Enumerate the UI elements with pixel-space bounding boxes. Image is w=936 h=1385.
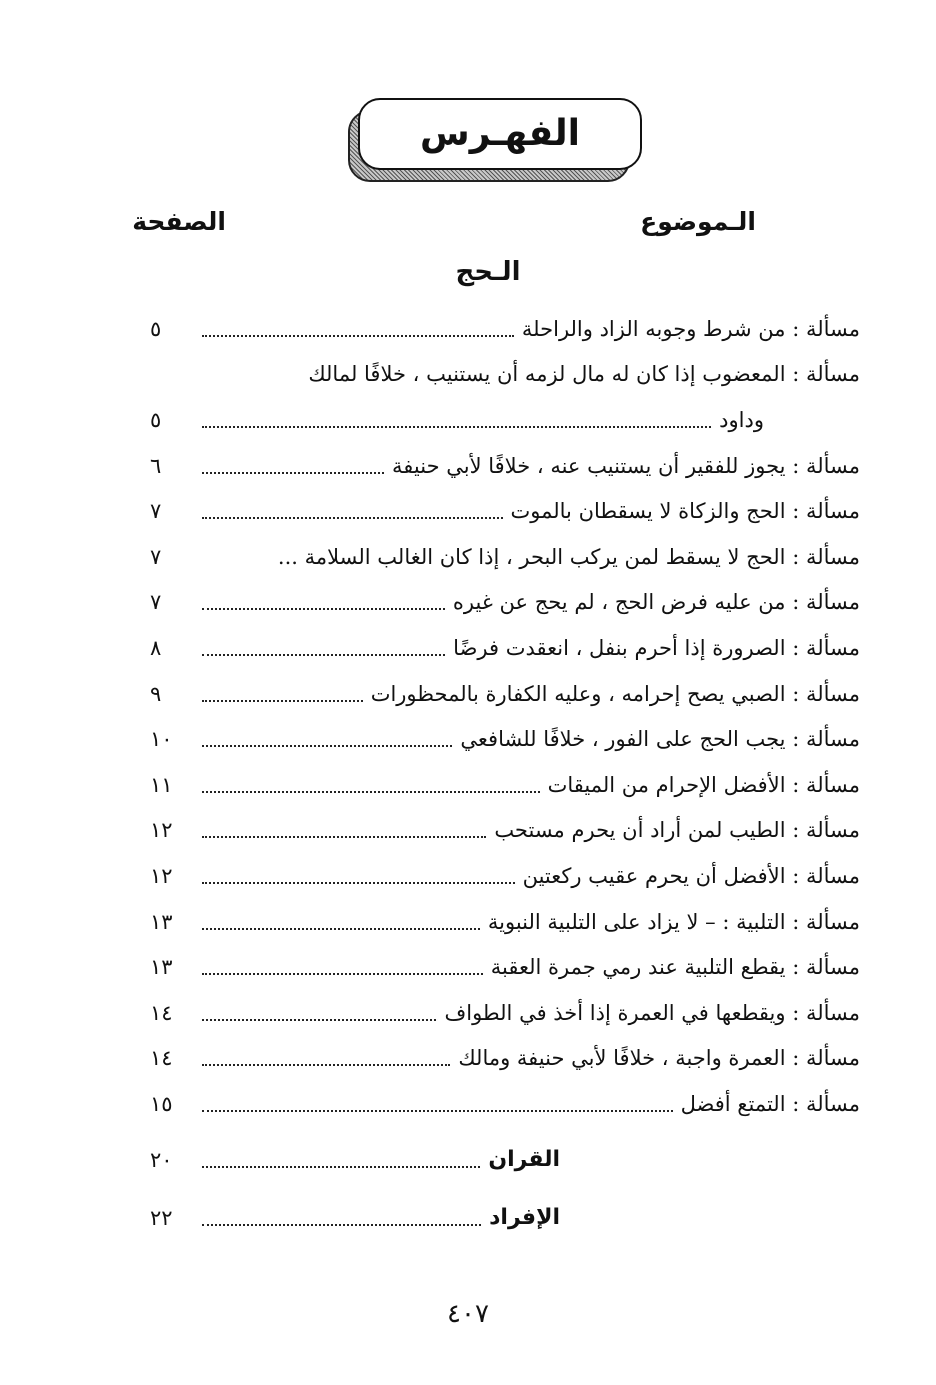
leader-dots: [202, 1019, 436, 1021]
leader-dots: [202, 973, 483, 975]
toc-entry-page: ١٤: [150, 1000, 173, 1025]
toc-entry[interactable]: [150, 990, 860, 1036]
leader-dots: [202, 882, 515, 884]
toc-entry-page: ٧: [150, 499, 162, 524]
toc-entry-label: وداود: [719, 407, 764, 432]
leader-dots: [202, 745, 452, 747]
toc-entry-label: مسألة : ويقطعها في العمرة إذا أخذ في الطواف: [444, 1000, 860, 1025]
toc-entry-label: مسألة : المعضوب إذا كان له مال لزمه أن يستنيب ، خلافًا لمالك: [308, 362, 860, 387]
page-column-header: الصفحة: [132, 207, 226, 236]
leader-dots: [202, 426, 711, 428]
leader-dots: [202, 1224, 481, 1226]
table-of-contents: [150, 306, 860, 1247]
toc-entry-page: ١٣: [150, 955, 173, 980]
leader-dots: [202, 517, 503, 519]
leader-dots: [202, 472, 384, 474]
toc-entry-label: مسألة : التمتع أفضل: [680, 1091, 860, 1116]
toc-subsection-page: ٢٠: [150, 1147, 173, 1172]
toc-subsection-label: الإفراد: [489, 1205, 560, 1231]
toc-subsection-label: القران: [488, 1147, 560, 1173]
toc-entry-page: ٥: [150, 407, 162, 432]
toc-entry-label: مسألة : الحج والزكاة لا يسقطان بالموت: [510, 499, 860, 524]
toc-entry-page: ٩: [150, 681, 162, 706]
toc-entry-continuation[interactable]: [150, 397, 860, 443]
leader-dots: [202, 654, 445, 656]
toc-entry-page: ٧: [150, 544, 162, 569]
toc-entry-label: مسألة : يقطع التلبية عند رمي جمرة العقبة: [490, 955, 860, 980]
page-number: ٤٠٧: [447, 1299, 489, 1329]
toc-entry[interactable]: [150, 899, 860, 945]
toc-entry[interactable]: [150, 671, 860, 717]
index-title-frame: [348, 98, 642, 184]
title-box: [358, 98, 642, 170]
toc-entry-page: ١١: [150, 772, 173, 797]
toc-entry[interactable]: [150, 716, 860, 762]
toc-entry[interactable]: [150, 306, 860, 352]
leader-dots: [202, 1110, 673, 1112]
section-heading: الـحج: [455, 257, 521, 287]
toc-entry-label: مسألة : من عليه فرض الحج ، لم يحج عن غيره: [452, 590, 860, 615]
toc-subsection[interactable]: [150, 1189, 860, 1247]
page-title: الفهـرس: [420, 113, 580, 154]
leader-dots: [202, 1166, 480, 1168]
toc-entry-label: مسألة : من شرط وجوبه الزاد والراحلة: [521, 316, 860, 341]
toc-entry-page: ١٠: [150, 727, 173, 752]
leader-dots: [202, 836, 486, 838]
toc-entry[interactable]: [150, 534, 860, 580]
toc-entry-page: ١٥: [150, 1091, 173, 1116]
toc-entry[interactable]: [150, 1081, 860, 1127]
toc-entry[interactable]: [150, 443, 860, 489]
toc-entry[interactable]: [150, 762, 860, 808]
toc-subsection[interactable]: [150, 1131, 860, 1189]
toc-entry-label: مسألة : الأفضل الإحرام من الميقات: [547, 772, 860, 797]
leader-dots: [202, 1064, 450, 1066]
toc-entry[interactable]: [150, 488, 860, 534]
toc-entry-label: مسألة : يجب الحج على الفور ، خلافًا للشافعي: [460, 727, 860, 752]
toc-entry-label: مسألة : الأفضل أن يحرم عقيب ركعتين: [522, 863, 860, 888]
toc-entry[interactable]: [150, 853, 860, 899]
toc-entry[interactable]: [150, 625, 860, 671]
toc-entry-label: مسألة : الطيب لمن أراد أن يحرم مستحب: [494, 818, 860, 843]
toc-subsection-page: ٢٢: [150, 1205, 173, 1230]
topic-column-header: الـموضوع: [640, 207, 756, 236]
toc-entry-label: مسألة : الحج لا يسقط لمن يركب البحر ، إذا كان الغالب السلامة ...: [277, 544, 860, 569]
toc-entry-label: مسألة : الصرورة إذا أحرم بنفل ، انعقدت فرضًا: [453, 635, 860, 660]
toc-entry-label: مسألة : العمرة واجبة ، خلافًا لأبي حنيفة ومالك: [458, 1046, 860, 1071]
toc-entry[interactable]: [150, 944, 860, 990]
leader-dots: [202, 928, 480, 930]
toc-entry-label: مسألة : الصبي يصح إحرامه ، وعليه الكفارة بالمحظورات: [370, 681, 860, 706]
toc-entry[interactable]: [150, 1036, 860, 1082]
leader-dots: [202, 700, 363, 702]
toc-entry-page: ١٢: [150, 863, 173, 888]
toc-entry-page: ٨: [150, 635, 162, 660]
toc-entry-page: ١٣: [150, 909, 173, 934]
toc-entry-page: ٧: [150, 590, 162, 615]
toc-entry[interactable]: [150, 352, 860, 398]
toc-entry[interactable]: [150, 808, 860, 854]
leader-dots: [202, 335, 514, 337]
toc-entry[interactable]: [150, 580, 860, 626]
toc-entry-page: ٦: [150, 453, 162, 478]
leader-dots: [202, 608, 445, 610]
toc-entry-label: مسألة : يجوز للفقير أن يستنيب عنه ، خلافًا لأبي حنيفة: [392, 453, 860, 478]
toc-entry-label: مسألة : التلبية : – لا يزاد على التلبية النبوية: [487, 909, 860, 934]
toc-entry-page: ١٢: [150, 818, 173, 843]
toc-entry-page: ٥: [150, 316, 162, 341]
leader-dots: [202, 791, 540, 793]
toc-entry-page: ١٤: [150, 1046, 173, 1071]
